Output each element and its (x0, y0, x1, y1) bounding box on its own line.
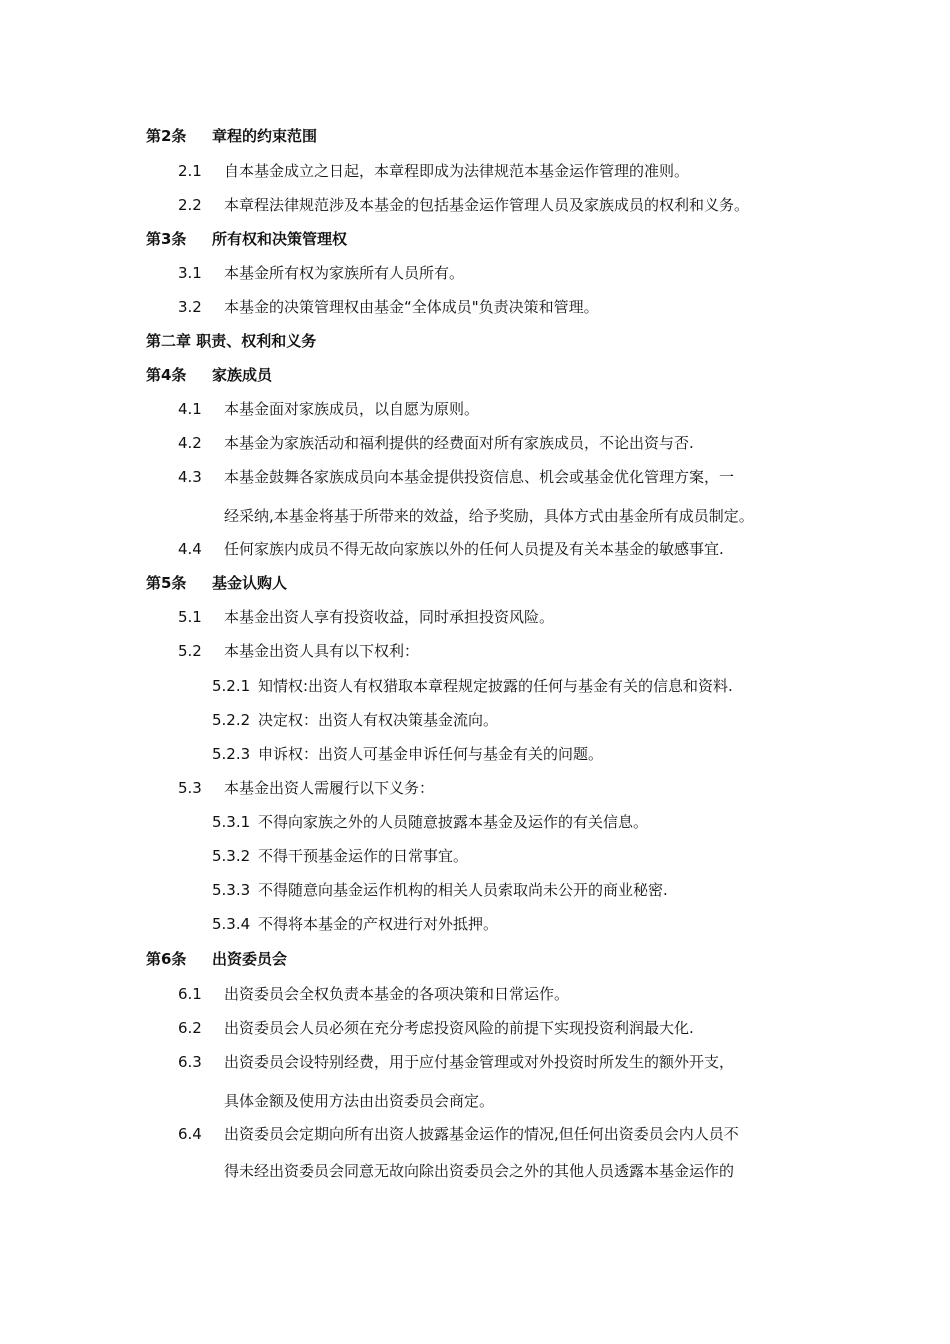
clause-5-3 (0, 776, 950, 800)
clause-5-2 (0, 639, 950, 663)
clause-text: 本基金鼓舞各家族成员向本基金提供投资信息、机会或基金优化管理方案，一 (224, 468, 735, 486)
clause-text: 本基金面对家族成员，以自愿为原则。 (224, 400, 480, 418)
clause-number: 6.2 (178, 1019, 202, 1037)
subclause-number: 5.2.2 (212, 711, 251, 729)
subclause-5-2-1 (0, 674, 950, 698)
clause-number: 2.1 (178, 162, 202, 180)
article-number: 第5条 (146, 574, 187, 592)
clause-3-2 (0, 295, 950, 319)
article-3-heading (0, 227, 950, 251)
article-2-heading (0, 124, 950, 148)
clause-text: 本基金所有权为家族所有人员所有。 (224, 264, 465, 282)
clause-text: 出资委员会设特别经费，用于应付基金管理或对外投资时所发生的额外开支， (224, 1053, 735, 1071)
article-5-heading (0, 571, 950, 595)
clause-6-4 (0, 1122, 950, 1146)
clause-2-2 (0, 193, 950, 217)
subclause-text: 不得随意向基金运作机构的相关人员索取尚未公开的商业秘密. (258, 881, 668, 899)
clause-number: 6.3 (178, 1053, 202, 1071)
subclause-text: 申诉权：出资人可基金申诉任何与基金有关的问题。 (258, 745, 604, 763)
subclause-5-3-1 (0, 810, 950, 834)
subclause-number: 5.2.3 (212, 745, 251, 763)
clause-text-continued: 具体金额及使用方法由出资委员会商定。 (224, 1092, 495, 1110)
clause-6-2 (0, 1016, 950, 1040)
subclause-text: 决定权：出资人有权决策基金流向。 (258, 711, 499, 729)
article-number: 第3条 (146, 230, 187, 248)
subclause-text: 知情权:出资人有权猎取本章程规定披露的任何与基金有关的信息和资料. (258, 677, 733, 695)
clause-6-4-continued (0, 1159, 950, 1183)
clause-number: 3.2 (178, 298, 202, 316)
clause-text: 出资委员会人员必须在充分考虑投资风险的前提下实现投资利润最大化. (224, 1019, 694, 1037)
subclause-number: 5.3.4 (212, 915, 251, 933)
subclause-5-3-4 (0, 912, 950, 936)
article-number: 第6条 (146, 950, 187, 968)
article-title: 家族成员 (212, 366, 273, 384)
article-title: 章程的约束范围 (212, 127, 318, 145)
clause-number: 5.2 (178, 642, 202, 660)
clause-number: 2.2 (178, 196, 202, 214)
clause-number: 6.1 (178, 985, 202, 1003)
clause-text: 本基金为家族活动和福利提供的经费面对所有家族成员，不论出资与否. (224, 434, 694, 452)
article-title: 所有权和决策管理权 (212, 230, 348, 248)
article-title: 出资委员会 (212, 950, 288, 968)
clause-3-1 (0, 261, 950, 285)
clause-text-continued: 经采纳,本基金将基于所带来的效益，给予奖励，具体方式由基金所有成员制定。 (224, 507, 754, 525)
clause-text: 出资委员会定期向所有出资人披露基金运作的情况,但任何出资委员会内人员不 (224, 1125, 739, 1143)
subclause-number: 5.3.3 (212, 881, 251, 899)
clause-text-continued: 得未经出资委员会同意无故向除出资委员会之外的其他人员透露本基金运作的 (224, 1162, 735, 1180)
article-4-heading (0, 363, 950, 387)
clause-text: 自本基金成立之日起，本章程即成为法律规范本基金运作管理的准则。 (224, 162, 690, 180)
subclause-text: 不得干预基金运作的日常事宜。 (258, 847, 469, 865)
clause-5-1 (0, 605, 950, 629)
subclause-5-2-2 (0, 708, 950, 732)
clause-number: 5.1 (178, 608, 202, 626)
clause-number: 6.4 (178, 1125, 202, 1143)
subclause-5-3-3 (0, 878, 950, 902)
subclause-text: 不得向家族之外的人员随意披露本基金及运作的有关信息。 (258, 813, 649, 831)
clause-text: 本基金出资人需履行以下义务： (224, 779, 435, 797)
clause-6-1 (0, 982, 950, 1006)
subclause-5-2-3 (0, 742, 950, 766)
subclause-5-3-2 (0, 844, 950, 868)
clause-number: 4.1 (178, 400, 202, 418)
article-title: 基金认购人 (212, 574, 288, 592)
clause-4-2 (0, 431, 950, 455)
subclause-text: 不得将本基金的产权进行对外抵押。 (258, 915, 499, 933)
clause-text: 出资委员会全权负责本基金的各项决策和日常运作。 (224, 985, 570, 1003)
clause-6-3 (0, 1050, 950, 1074)
chapter-title: 第二章 职责、权利和义务 (146, 332, 317, 350)
subclause-number: 5.3.2 (212, 847, 251, 865)
subclause-number: 5.2.1 (212, 677, 251, 695)
clause-6-3-continued (0, 1089, 950, 1113)
clause-text: 本章程法律规范涉及本基金的包括基金运作管理人员及家族成员的权利和义务。 (224, 196, 750, 214)
article-6-heading (0, 947, 950, 971)
clause-text: 本基金的决策管理权由基金“全体成员"负责决策和管理。 (224, 298, 599, 316)
clause-number: 4.3 (178, 468, 202, 486)
clause-number: 3.1 (178, 264, 202, 282)
clause-2-1 (0, 159, 950, 183)
clause-4-4 (0, 537, 950, 561)
clause-4-1 (0, 397, 950, 421)
clause-4-3-continued (0, 504, 950, 528)
clause-number: 4.4 (178, 540, 202, 558)
chapter-2-heading (0, 329, 950, 353)
subclause-number: 5.3.1 (212, 813, 251, 831)
clause-number: 5.3 (178, 779, 202, 797)
article-number: 第4条 (146, 366, 187, 384)
clause-text: 本基金出资人享有投资收益，同时承担投资风险。 (224, 608, 555, 626)
clause-text: 本基金出资人具有以下权利： (224, 642, 420, 660)
article-number: 第2条 (146, 127, 187, 145)
clause-4-3 (0, 465, 950, 489)
clause-number: 4.2 (178, 434, 202, 452)
clause-text: 任何家族内成员不得无故向家族以外的任何人员提及有关本基金的敏感事宜. (224, 540, 724, 558)
